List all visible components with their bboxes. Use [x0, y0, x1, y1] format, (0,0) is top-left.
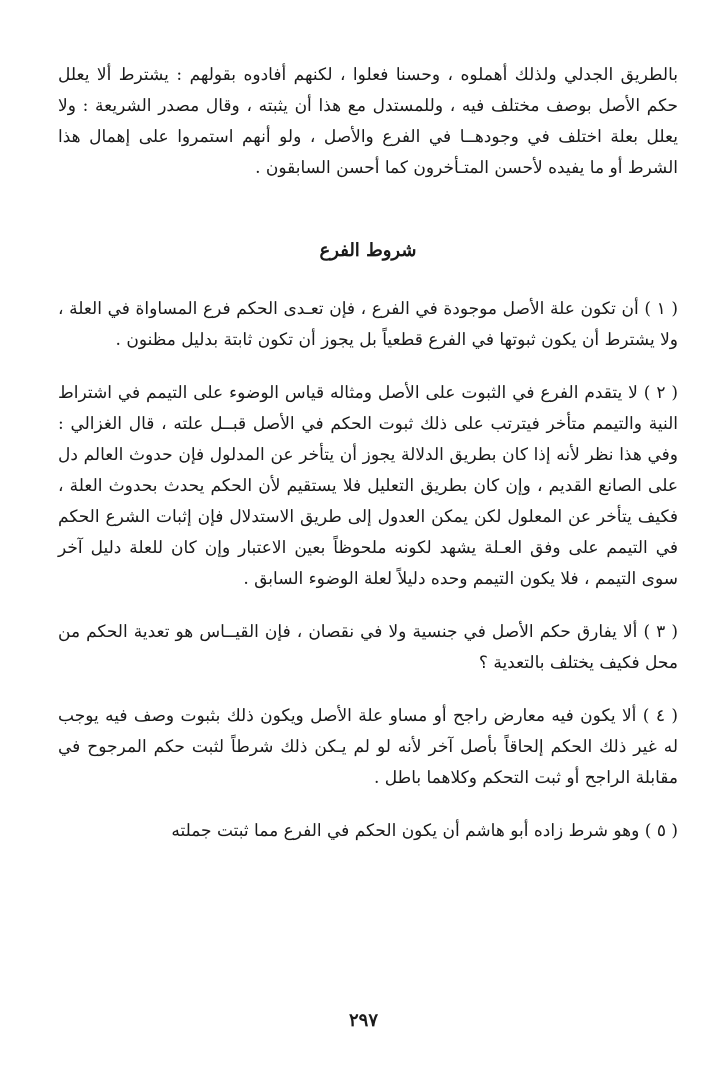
- condition-5: ( ٥ ) وهو شرط زاده أبو هاشم أن يكون الحكم في الفرع مما ثبتت جملته: [171, 821, 678, 841]
- condition-1: ( ١ ) أن تكون علة الأصل موجودة في الفرع ، فإن تعـدى الحكم فرع المساواة في العلة ، ولا يشترط أن يكون ثبوتها في الفرع قطعياً بل يجوز أن تكون ثابتة بدليل مظنون .: [58, 299, 678, 350]
- page-number: ٢٩٧: [348, 1010, 378, 1031]
- condition-3: ( ٣ ) ألا يفارق حكم الأصل في جنسية ولا في نقصان ، فإن القيــاس هو تعدية الحكم من محل فكيف يختلف بالتعدية ؟: [58, 622, 678, 673]
- intro-paragraph: بالطريق الجدلي ولذلك أهملوه ، وحسنا فعلوا ، لكنهم أفادوه بقولهم : يشترط ألا يعلل حكم الأصل بوصف مختلف فيه ، وللمستدل مع هذا أن يثبته ، وقال مصدر الشريعة : ولا يعلل بعلة اختلف في وجودهــا في الفرع والأصل ، ولو أنهم استمروا على إهمال هذا الشرط أو ما يفيده لأحسن المتـأخرون كما أحسن السابقون .: [58, 65, 678, 178]
- condition-2: ( ٢ ) لا يتقدم الفرع في الثبوت على الأصل ومثاله قياس الوضوء على التيمم في اشتراط النية والتيمم متأخر فيترتب على ذلك ثبوت الحكم في الأصل قبــل علته ، قال الغزالي : وفي هذا نظر لأنه إذا كان بطريق الدلالة يجوز أن يتأخر عن المدلول فإن حدوث العالم دل على الصانع القديم ، وإن كان بطريق التعليل فلا يستقيم لأن الحكم يحدث بحدوث العلة ، فكيف يتأخر عن المعلول لكن يمكن العدول إلى طريق الاستدلال فإن إثبات الشرع الحكم في التيمم على وفق العـلة يشهد لكونه ملحوظاً بعين الاعتبار وإن كان للعلة دليل آخر سوى التيمم ، فلا يكون التيمم وحده دليلاً لعلة الوضوء السابق .: [58, 383, 678, 589]
- condition-4: ( ٤ ) ألا يكون فيه معارض راجح أو مساو علة الأصل ويكون ذلك بثبوت وصف فيه يوجب له غير ذلك الحكم إلحاقاً بأصل آخر لأنه لو لم يـكن ذلك شرطاً لثبت حكم المرجوح في مقابلة الراجح أو ثبت التحكم وكلاهما باطل .: [58, 706, 678, 788]
- section-heading: شروط الفرع: [319, 240, 417, 261]
- page-body: [58, 60, 678, 869]
